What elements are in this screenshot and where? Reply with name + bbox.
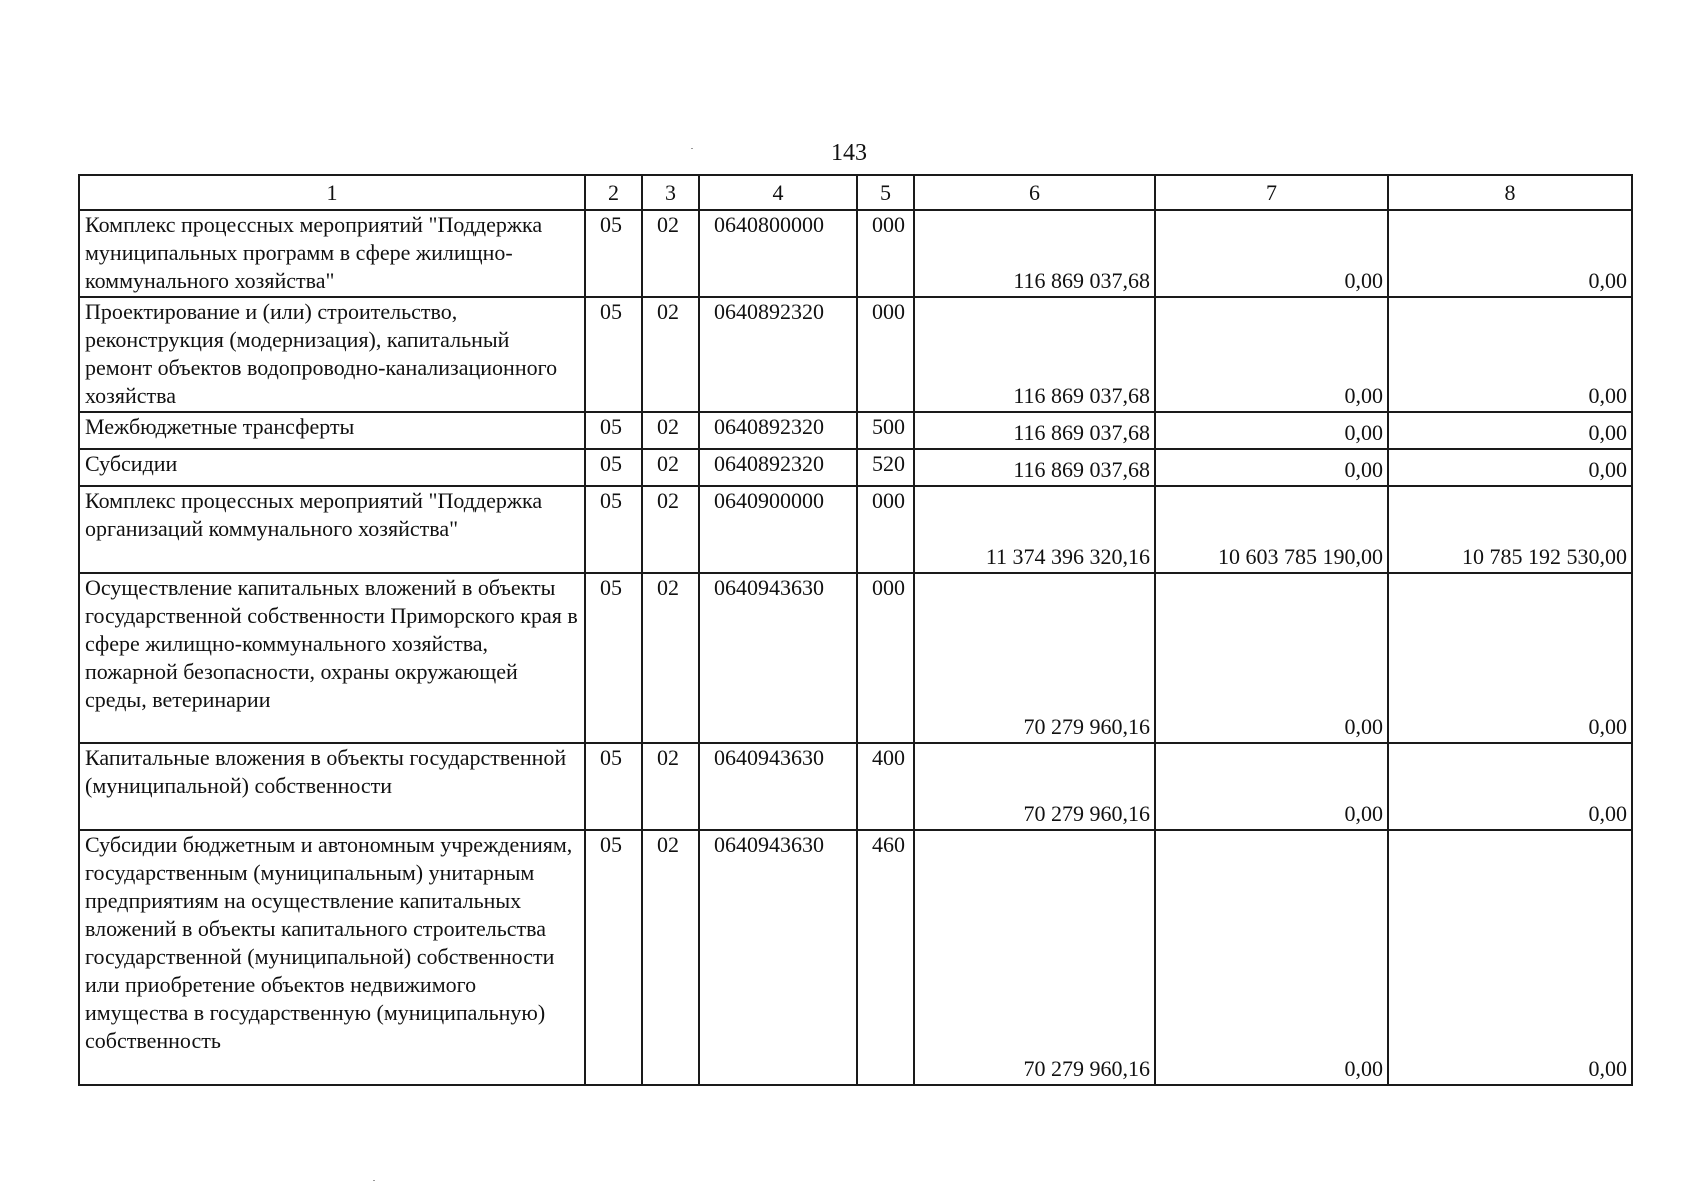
subsection-code-cell: 02 [642, 210, 699, 297]
section-code-cell: 05 [585, 210, 642, 297]
subsection-code-cell: 02 [642, 830, 699, 1085]
amount-col6-cell: 116 869 037,68 [914, 412, 1155, 449]
row-name-cell: Капитальные вложения в объекты государственной (муниципальной) собственности [79, 743, 585, 830]
expense-type-cell: 000 [857, 297, 914, 412]
expense-type-cell: 000 [857, 486, 914, 573]
subsection-code-cell: 02 [642, 743, 699, 830]
amount-col6-cell: 70 279 960,16 [914, 743, 1155, 830]
table-row [79, 486, 1632, 573]
section-code-cell: 05 [585, 449, 642, 486]
expense-type-cell: 500 [857, 412, 914, 449]
column-header: 7 [1155, 175, 1388, 210]
row-name-cell: Проектирование и (или) строительство, реконструкция (модернизация), капитальный ремонт объектов водопроводно-канализационного хозяйства [79, 297, 585, 412]
amount-col8-cell: 0,00 [1388, 743, 1632, 830]
section-code-cell: 05 [585, 743, 642, 830]
subsection-code-cell: 02 [642, 412, 699, 449]
table-row [79, 830, 1632, 1085]
page-number: 143 [831, 140, 867, 166]
amount-col6-cell: 70 279 960,16 [914, 573, 1155, 743]
amount-col7-cell: 0,00 [1155, 573, 1388, 743]
target-article-cell: 0640900000 [699, 486, 857, 573]
budget-table [78, 174, 1633, 1086]
section-code-cell: 05 [585, 412, 642, 449]
section-code-cell: 05 [585, 830, 642, 1085]
column-header: 3 [642, 175, 699, 210]
amount-col6-cell: 116 869 037,68 [914, 297, 1155, 412]
column-number-header-row [79, 175, 1632, 210]
subsection-code-cell: 02 [642, 486, 699, 573]
row-name-cell: Межбюджетные трансферты [79, 412, 585, 449]
row-name-cell: Комплекс процессных мероприятий "Поддержка муниципальных программ в сфере жилищно-коммунального хозяйства" [79, 210, 585, 297]
section-code-cell: 05 [585, 297, 642, 412]
amount-col8-cell: 0,00 [1388, 573, 1632, 743]
table-row [79, 449, 1632, 486]
table-row [79, 412, 1632, 449]
section-code-cell: 05 [585, 486, 642, 573]
amount-col8-cell: 0,00 [1388, 297, 1632, 412]
target-article-cell: 0640892320 [699, 412, 857, 449]
row-name-cell: Субсидии бюджетным и автономным учреждениям, государственным (муниципальным) унитарным предприятиям на осуществление капитальных вложений в объекты капитального строительства государственной (муниципальной) собственности или приобретение объектов недвижимого имущества в государственную (муниципальную) собственность [79, 830, 585, 1085]
subsection-code-cell: 02 [642, 297, 699, 412]
row-name-cell: Субсидии [79, 449, 585, 486]
amount-col7-cell: 0,00 [1155, 743, 1388, 830]
target-article-cell: 0640943630 [699, 830, 857, 1085]
subsection-code-cell: 02 [642, 573, 699, 743]
amount-col8-cell: 0,00 [1388, 412, 1632, 449]
column-header: 5 [857, 175, 914, 210]
expense-type-cell: 520 [857, 449, 914, 486]
column-header: 1 [79, 175, 585, 210]
amount-col6-cell: 11 374 396 320,16 [914, 486, 1155, 573]
expense-type-cell: 000 [857, 210, 914, 297]
column-header: 6 [914, 175, 1155, 210]
scan-speck [691, 148, 693, 149]
target-article-cell: 0640943630 [699, 573, 857, 743]
table-row [79, 573, 1632, 743]
amount-col7-cell: 0,00 [1155, 449, 1388, 486]
amount-col6-cell: 70 279 960,16 [914, 830, 1155, 1085]
amount-col6-cell: 116 869 037,68 [914, 210, 1155, 297]
column-header: 4 [699, 175, 857, 210]
target-article-cell: 0640800000 [699, 210, 857, 297]
amount-col7-cell: 10 603 785 190,00 [1155, 486, 1388, 573]
table-row [79, 743, 1632, 830]
scan-speck [373, 1180, 375, 1181]
amount-col7-cell: 0,00 [1155, 830, 1388, 1085]
amount-col8-cell: 0,00 [1388, 449, 1632, 486]
row-name-cell: Осуществление капитальных вложений в объекты государственной собственности Приморского края в сфере жилищно-коммунального хозяйства, пожарной безопасности, охраны окружающей среды, ветеринарии [79, 573, 585, 743]
expense-type-cell: 460 [857, 830, 914, 1085]
amount-col8-cell: 0,00 [1388, 830, 1632, 1085]
subsection-code-cell: 02 [642, 449, 699, 486]
target-article-cell: 0640892320 [699, 297, 857, 412]
amount-col7-cell: 0,00 [1155, 412, 1388, 449]
amount-col8-cell: 10 785 192 530,00 [1388, 486, 1632, 573]
table-row [79, 210, 1632, 297]
row-name-cell: Комплекс процессных мероприятий "Поддержка организаций коммунального хозяйства" [79, 486, 585, 573]
amount-col8-cell: 0,00 [1388, 210, 1632, 297]
amount-col7-cell: 0,00 [1155, 210, 1388, 297]
table-row [79, 297, 1632, 412]
amount-col7-cell: 0,00 [1155, 297, 1388, 412]
column-header: 8 [1388, 175, 1632, 210]
target-article-cell: 0640892320 [699, 449, 857, 486]
amount-col6-cell: 116 869 037,68 [914, 449, 1155, 486]
expense-type-cell: 400 [857, 743, 914, 830]
expense-type-cell: 000 [857, 573, 914, 743]
target-article-cell: 0640943630 [699, 743, 857, 830]
section-code-cell: 05 [585, 573, 642, 743]
column-header: 2 [585, 175, 642, 210]
